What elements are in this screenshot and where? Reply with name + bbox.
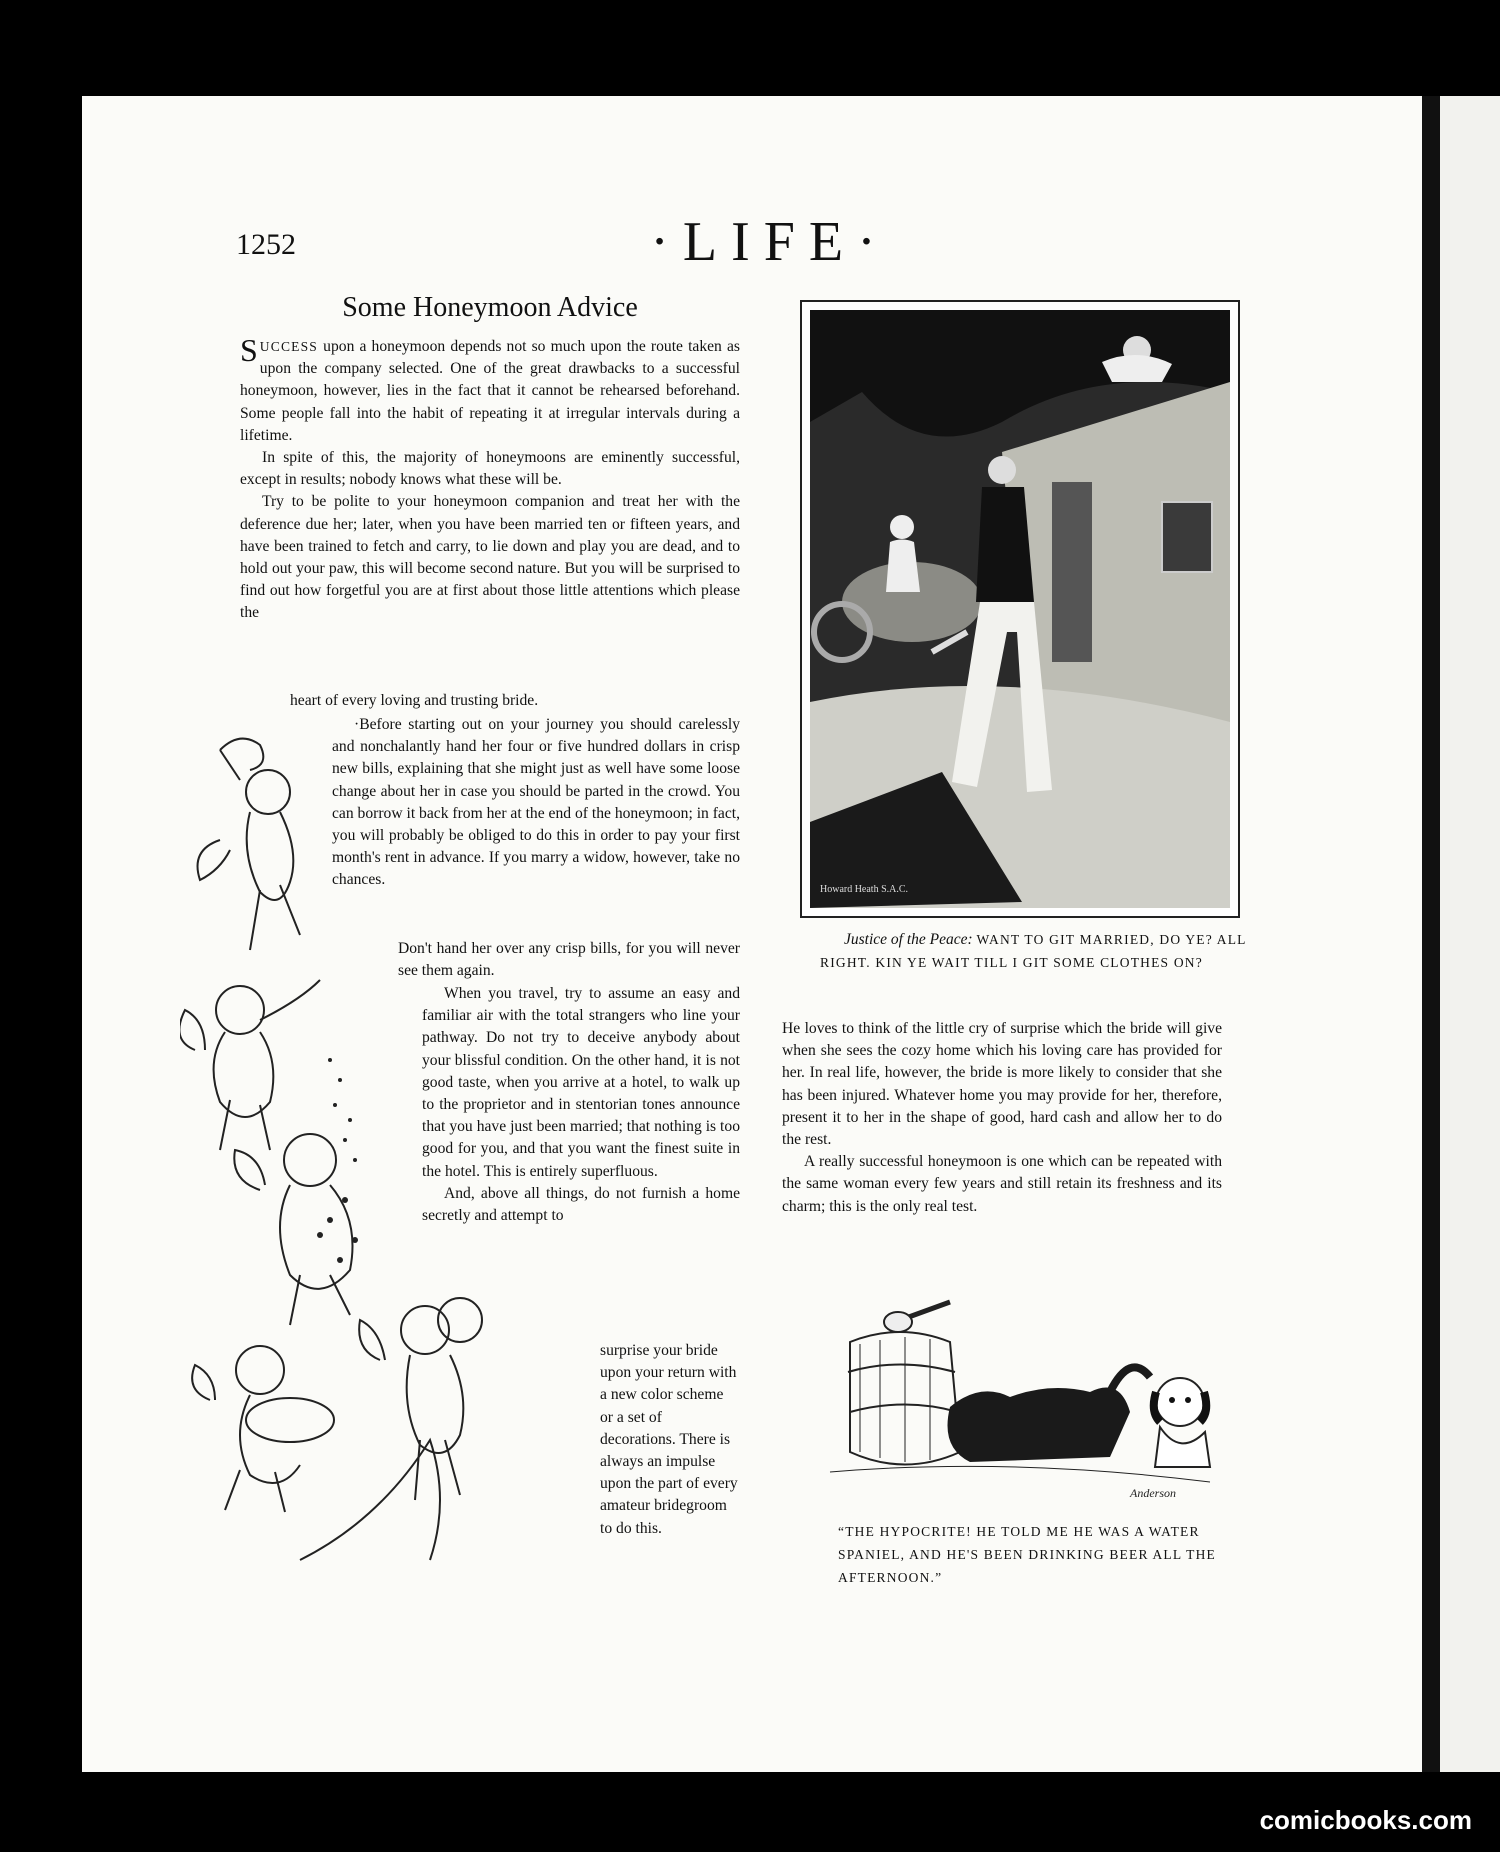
- groom-coat: [976, 487, 1034, 602]
- paragraph-8: A really successful honeymoon is one which can be repeated with the same woman every few years and still retain its freshness and its charm; this is the only real test.: [782, 1153, 1222, 1215]
- ribbon-1: [220, 739, 263, 770]
- black-spaniel: [948, 1388, 1131, 1463]
- opening-word: UCCESS: [259, 339, 319, 354]
- cartoon2-caption: [838, 1520, 1258, 1589]
- watermark: comicbooks.com: [1259, 1805, 1472, 1835]
- cartoon1-caption: [820, 928, 1250, 974]
- groom-head: [988, 456, 1016, 484]
- paragraph-5: When you travel, try to assume an easy and familiar air with the total strangers who line your pathway. Do not try to deceive anybody about your blissful condition. On the other hand, it is not good taste, when you arrive at a hotel, to walk up to the proprietor and in stentorian tones announce that you have just been married; that nothing is too good for you, and that you want the finest suite in the hotel. This is entirely superfluous.: [422, 985, 740, 1180]
- adjacent-page-edge: [1440, 96, 1500, 1772]
- paragraph-6-tail: surprise your bride upon your return with a new color scheme or a set of decorations. There is always an impulse upon the part of every amateur bridegroom to do this.: [600, 1342, 738, 1537]
- paragraph-1: [240, 332, 740, 447]
- cartoon2-signature: Anderson: [1130, 1486, 1176, 1500]
- cartoon1-caption-speaker: Justice of the Peace:: [844, 931, 973, 948]
- paragraph-4-end: Don't hand her over any crisp bills, for you will never see them again.: [398, 940, 740, 980]
- paragraph-3-tail: heart of every loving and trusting bride.: [290, 692, 539, 709]
- paragraph-4: ·Before starting out on your journey you should carelessly and nonchalantly hand her four or five hundred dollars in crisp new bills, explaining that she might just as well have some loose change about her in case you should be parted in the crowd. You can borrow it back from her at the end of the honeymoon; in fact, you will probably be obliged to do this in order to pay your first month's rent in advance. If you marry a widow, however, take no chances.: [332, 716, 740, 889]
- article-column-right: [782, 1018, 1222, 1218]
- paragraph-1-text: upon a honeymoon depends not so much upon the route taken as upon the company selected. One of the great drawbacks to a successful honeymoon, however, lies in the fact that it cannot be rehearsed beforehand. Some people fall into the habit of repeating it at irregular intervals during a lifetime.: [240, 338, 740, 444]
- cartoon2-caption-text: “THE HYPOCRITE! HE TOLD ME HE WAS A WATER SPANIEL, AND HE'S BEEN DRINKING BEER ALL THE AFTERNOON.”: [838, 1524, 1216, 1585]
- drop-cap: S: [240, 332, 258, 368]
- cherubs-illustration: [180, 720, 600, 1580]
- page-edge-shadow: [1422, 96, 1440, 1772]
- spaniel-tail: [1110, 1367, 1150, 1392]
- article-title: Some Honeymoon Advice: [342, 292, 638, 323]
- house-door: [1052, 482, 1092, 662]
- dogs-and-barrel-cartoon: [810, 1282, 1230, 1512]
- page-number: 1252: [236, 228, 296, 261]
- paragraph-3: Try to be polite to your honeymoon companion and treat her with the deference due her; later, when you have been married ten or fifteen years, and have been trained to fetch and carry, to lie down and play you are dead, and to hold out your paw, this will become second nature. But you will be surprised to find out how forgetful you are at first about those little attentions which please the: [240, 493, 740, 622]
- cartoon1-signature: Howard Heath S.A.C.: [820, 884, 909, 895]
- cartoon1-caption-text: WANT TO GIT MARRIED, DO YE? ALL RIGHT. KIN YE WAIT TILL I GIT SOME CLOTHES ON?: [820, 932, 1247, 970]
- small-puppy: [1154, 1378, 1210, 1467]
- paragraph-2: In spite of this, the majority of honeymoons are eminently successful, except in results; nobody knows what these will be.: [240, 449, 740, 489]
- bride-head: [890, 515, 914, 539]
- article-column-top: [240, 332, 740, 625]
- justice-of-peace-cartoon: [800, 300, 1240, 918]
- masthead: ·LIFE·: [650, 211, 890, 273]
- house-window: [1162, 502, 1212, 572]
- paragraph-7: He loves to think of the little cry of surprise which the bride will give when she sees the cozy home which his loving care has provided for her. In real life, however, the bride is more likely to consider that she has been injured. Whatever home you may provide for her, therefore, present it to her in the shape of good, hard cash and allow her to do the rest.: [782, 1020, 1222, 1149]
- paragraph-6: And, above all things, do not furnish a home secretly and attempt to: [422, 1184, 740, 1225]
